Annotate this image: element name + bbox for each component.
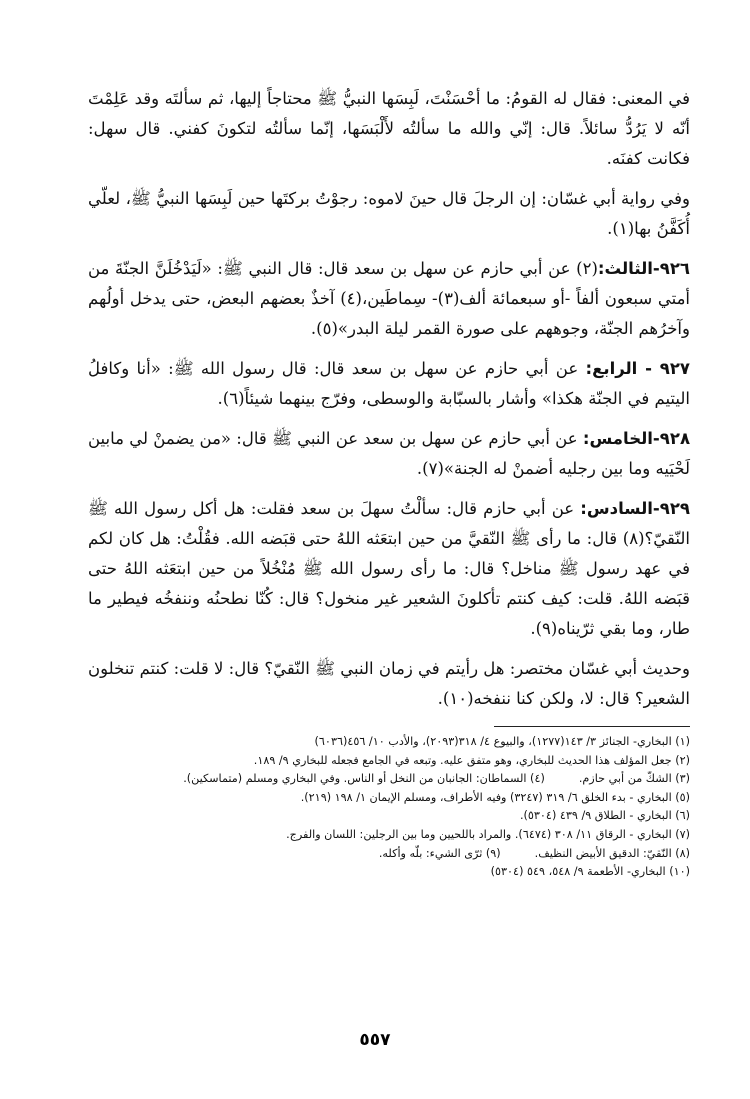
- paragraph-text: عن أبي حازم قال: سألْتُ سهلَ بن سعد فقلت: هل أكل رسول الله ﷺ النّقيّ؟(٨) قال: ما رأى ﷺ النّقيَّ من حين ابتعَثه اللهُ حتى قبَضه الله. فقُلْتُ: هل كان لكم في عهد رسول ﷺ مناخل؟ قال: ما رأى رسول الله ﷺ مُنْخُلاً من حين ابتعَثه اللهُ حتى قبَضه اللهُ. قلت: كيف كنتم تأكلونَ الشعير غير منخول؟ قال: كُنّا نطحنُه وننفخُه فيطير ما طار، وما بقي ثرّيناه(٩).: [88, 499, 690, 638]
- paragraph-text: وحديث أبي غسّان مختصر: هل رأيتم في زمان النبي ﷺ النّقيّ؟ قال: لا قلت: كنتم تنخلون الشعير؟ قال: لا، ولكن كنا ننفخه(١٠).: [88, 659, 690, 708]
- footnote-10: (١٠) البخاري- الأطعمة ٩/ ٥٤٨، ٥٤٩ (٥٣٠٤): [490, 865, 690, 879]
- document-page: [88, 84, 690, 882]
- footnote-5: (٥) البخاري - بدء الخلق ٦/ ٣١٩ (٣٢٤٧) وفيه الأطراف، ومسلم الإيمان ١/ ١٩٨ (٢١٩).: [300, 790, 690, 804]
- footnote-2: (٢) جعل المؤلف هذا الحديث للبخاري، وهو متفق عليه. وتبعه في الجامع فجعله للبخاري ٩/ ١٨٩.: [253, 753, 690, 767]
- hadith-928: [88, 424, 690, 484]
- hadith-heading: ٩٢٧ - الرابع:: [585, 359, 690, 378]
- footnote-row: [88, 770, 690, 789]
- footnote-3: (٣) الشكّ من أبي حازم.: [578, 772, 690, 786]
- footnote-8: (٨) النّقيّ: الدقيق الأبيض النظيف.: [534, 846, 690, 860]
- hadith-927: [88, 354, 690, 414]
- main-text: [88, 84, 690, 714]
- footnote-4: (٤) السماطان: الجانبان من النخل أو الناس. وفي البخاري ومسلم (متماسكين).: [183, 772, 545, 786]
- hadith-heading: ٩٢٩-السادس:: [580, 499, 690, 518]
- footnote-1: (١) البخاري- الجنائز ٣/ ١٤٣(١٢٧٧)، والبيوع ٤/ ٣١٨(٢٠٩٣)، والأدب ١٠/ ٤٥٦(٦٠٣٦): [314, 735, 690, 748]
- footnote-row: [88, 845, 690, 864]
- paragraph-1: [88, 84, 690, 174]
- hadith-heading: ٩٢٦-الثالث:: [597, 259, 690, 278]
- paragraph-text: في المعنى: فقال له القومُ: ما أحْسَنْتَ، لَبِسَها النبيُّ ﷺ محتاجاً إليها، ثم سألتَه وقد عَلِمْتَ أنّه لا يَرُدُّ سائلاً. قال: إنّي والله ما سألتُه لأَلْبَسَها، إنّما سألتُه لتكونَ كفني. قال سهل: فكانت كفنَه.: [88, 89, 690, 168]
- hadith-926: [88, 254, 690, 344]
- paragraph-2: [88, 184, 690, 244]
- page-number: ٥٥٧: [359, 1030, 391, 1050]
- paragraph-text: عن أبي حازم عن سهل بن سعد عن النبي ﷺ قال: «من يضمنْ لي مابين لَحْيَيه وما بين رجليه أضمنْ له الجنة»(٧).: [88, 429, 690, 478]
- paragraph-text: (٢) عن أبي حازم عن سهل بن سعد قال: قال النبي ﷺ: «لَيَدْخُلَنَّ الجنّةَ من أمتي سبعون ألفاً -أو سبعمائة ألف(٣)- سِماطَين،(٤) آخذٌ بعضهم البعض، حتى يدخل أولُهم وآخرُهم الجنّة، وجوههم على صورة القمر ليلة البدر»(٥).: [88, 259, 691, 338]
- hadith-929: [88, 494, 690, 644]
- footnote-7: (٧) البخاري - الرقاق ١١/ ٣٠٨ (٦٤٧٤). والمراد باللحيين وما بين الرجلين: اللسان والفرج.: [286, 827, 690, 841]
- paragraph-text: وفي رواية أبي غسّان: إن الرجلَ قال حينَ لاموه: رجوْتُ بركتَها حين لَبِسَها النبيُّ ﷺ، لعلّي أُكَفَّنُ بها(١).: [88, 189, 690, 238]
- paragraph-7: [88, 654, 690, 714]
- paragraph-text: عن أبي حازم عن سهل بن سعد قال: قال رسول الله ﷺ: «أنا وكافلُ اليتيم في الجنّة هكذا» وأشار بالسبّابة والوسطى، وفرّج بينهما شيئاً(٦).: [88, 359, 690, 408]
- footnote-9: (٩) ثرّى الشيء: بلّه وأكله.: [378, 846, 501, 860]
- footnote-6: (٦) البخاري - الطلاق ٩/ ٤٣٩ (٥٣٠٤).: [519, 809, 690, 823]
- footnotes: [88, 733, 690, 882]
- hadith-heading: ٩٢٨-الخامس:: [582, 429, 691, 448]
- footnote-divider: [494, 726, 690, 727]
